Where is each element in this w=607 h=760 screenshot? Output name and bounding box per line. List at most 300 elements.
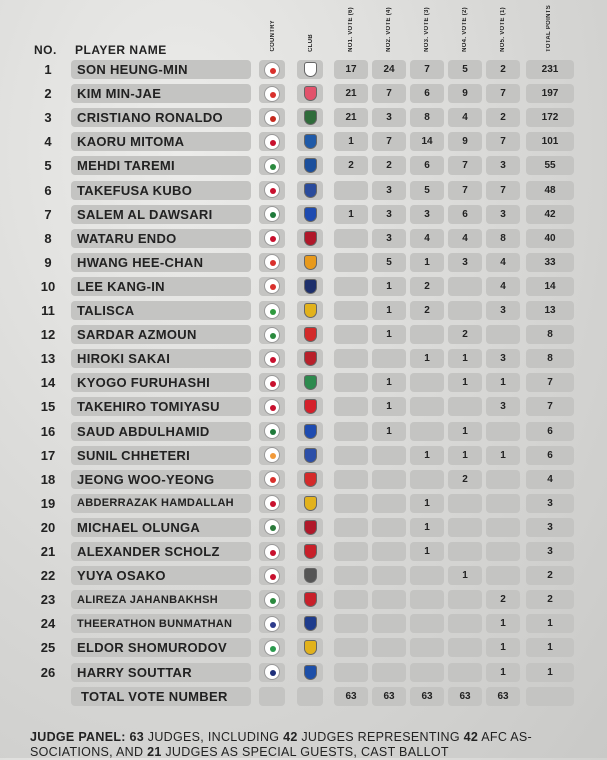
vote-4-count [448, 277, 482, 296]
vote-5-count: 3 [486, 301, 520, 320]
player-name: JEONG WOO-YEONG [71, 470, 251, 489]
total-points: 231 [526, 60, 574, 79]
club-cell [297, 253, 323, 272]
club-crest-icon [304, 303, 317, 318]
player-name: WATARU ENDO [71, 229, 251, 248]
table-row [0, 253, 607, 273]
vote-4-count: 7 [448, 156, 482, 175]
club-cell [297, 494, 323, 513]
vote-1-count [334, 301, 368, 320]
total-points: 7 [526, 397, 574, 416]
table-row [0, 470, 607, 490]
table-row [0, 663, 607, 683]
table-row [0, 156, 607, 176]
table-row [0, 542, 607, 562]
vote-3-count [410, 663, 444, 682]
vote-2-count [372, 349, 406, 368]
country-cell [259, 518, 285, 537]
footer-n2: 42 [283, 730, 298, 744]
vote-3-count: 5 [410, 181, 444, 200]
country-cell [259, 422, 285, 441]
vote-4-count [448, 494, 482, 513]
country-flag-icon [264, 182, 280, 198]
vote-4-count [448, 542, 482, 561]
total-points: 1 [526, 638, 574, 657]
total-points: 48 [526, 181, 574, 200]
club-crest-icon [304, 375, 317, 390]
header-vote-4: NO4. VOTE (2) [462, 7, 468, 52]
vote-3-count: 2 [410, 277, 444, 296]
club-cell [297, 132, 323, 151]
player-name: KYOGO FURUHASHI [71, 373, 251, 392]
club-cell [297, 422, 323, 441]
vote-2-count: 3 [372, 108, 406, 127]
vote-1-count [334, 446, 368, 465]
rank-number: 15 [40, 399, 56, 415]
club-crest-icon [304, 640, 317, 655]
vote-3-count: 1 [410, 518, 444, 537]
total-points: 2 [526, 590, 574, 609]
country-flag-icon [264, 110, 280, 126]
player-name: KIM MIN-JAE [71, 84, 251, 103]
player-name: TAKEFUSA KUBO [71, 181, 251, 200]
header-total-points: TOTAL POINTS [546, 5, 552, 52]
vote-1-count: 1 [334, 132, 368, 151]
total-points: 8 [526, 349, 574, 368]
table-row [0, 277, 607, 297]
header-club: CLUB [308, 34, 314, 52]
vote-1-count [334, 253, 368, 272]
player-name: THEERATHON BUNMATHAN [71, 614, 251, 633]
country-flag-icon [264, 640, 280, 656]
table-row [0, 446, 607, 466]
vote-5-count: 2 [486, 60, 520, 79]
header-vote-3: NO3. VOTE (3) [424, 7, 430, 52]
vote-1-count [334, 542, 368, 561]
club-cell [297, 590, 323, 609]
country-cell [259, 566, 285, 585]
club-crest-icon [304, 568, 317, 583]
vote-3-count: 7 [410, 60, 444, 79]
country-flag-icon [264, 495, 280, 511]
vote-5-count: 1 [486, 663, 520, 682]
footer-t2: JUDGES REPRESENTING [297, 730, 464, 744]
vote-5-count [486, 566, 520, 585]
vote-3-count [410, 422, 444, 441]
rank-number: 2 [44, 86, 52, 102]
country-flag-icon [264, 399, 280, 415]
header-vote-2: NO2. VOTE (4) [386, 7, 392, 52]
vote-1-count [334, 470, 368, 489]
total-vote-4: 63 [448, 687, 482, 706]
vote-2-count [372, 518, 406, 537]
table-row [0, 301, 607, 321]
table-row [0, 373, 607, 393]
vote-2-count [372, 638, 406, 657]
vote-1-count [334, 325, 368, 344]
club-cell [297, 638, 323, 657]
vote-2-count: 1 [372, 325, 406, 344]
vote-3-count [410, 397, 444, 416]
club-crest-icon [304, 544, 317, 559]
vote-5-count: 1 [486, 373, 520, 392]
vote-2-count [372, 566, 406, 585]
vote-4-count: 1 [448, 446, 482, 465]
total-country-cell [259, 687, 285, 706]
vote-2-count [372, 494, 406, 513]
vote-4-count: 4 [448, 108, 482, 127]
total-points: 3 [526, 518, 574, 537]
footer-n1: 63 [129, 730, 145, 744]
vote-5-count: 1 [486, 614, 520, 633]
vote-4-count: 6 [448, 205, 482, 224]
vote-4-count: 1 [448, 349, 482, 368]
vote-3-count [410, 373, 444, 392]
vote-1-count [334, 229, 368, 248]
vote-3-count: 1 [410, 446, 444, 465]
total-points: 1 [526, 614, 574, 633]
club-cell [297, 470, 323, 489]
rank-number: 18 [40, 471, 56, 487]
table-row [0, 132, 607, 152]
club-cell [297, 566, 323, 585]
vote-3-count [410, 638, 444, 657]
club-crest-icon [304, 616, 317, 631]
player-name: SALEM AL DAWSARI [71, 205, 251, 224]
country-flag-icon [264, 664, 280, 680]
country-cell [259, 84, 285, 103]
vote-1-count [334, 566, 368, 585]
country-flag-icon [264, 519, 280, 535]
club-cell [297, 614, 323, 633]
club-cell [297, 446, 323, 465]
country-cell [259, 132, 285, 151]
total-vote-1: 63 [334, 687, 368, 706]
club-crest-icon [304, 255, 317, 270]
rank-number: 4 [44, 134, 52, 150]
vote-5-count: 3 [486, 156, 520, 175]
player-name: HWANG HEE-CHAN [71, 253, 251, 272]
vote-2-count: 1 [372, 277, 406, 296]
country-flag-icon [264, 327, 280, 343]
country-flag-icon [264, 278, 280, 294]
rank-number: 10 [40, 278, 56, 294]
vote-4-count [448, 614, 482, 633]
vote-4-count [448, 301, 482, 320]
table-row [0, 518, 607, 538]
vote-5-count [486, 470, 520, 489]
club-cell [297, 301, 323, 320]
club-crest-icon [304, 207, 317, 222]
player-name: SUNIL CHHETERI [71, 446, 251, 465]
vote-5-count [486, 542, 520, 561]
total-vote-5: 63 [486, 687, 520, 706]
vote-2-count: 3 [372, 181, 406, 200]
total-points: 4 [526, 470, 574, 489]
vote-2-count: 2 [372, 156, 406, 175]
rank-number: 7 [44, 206, 52, 222]
vote-1-count [334, 663, 368, 682]
country-flag-icon [264, 375, 280, 391]
table-row [0, 494, 607, 514]
club-cell [297, 277, 323, 296]
vote-2-count: 3 [372, 205, 406, 224]
vote-3-count [410, 325, 444, 344]
club-crest-icon [304, 134, 317, 149]
club-cell [297, 108, 323, 127]
vote-3-count [410, 470, 444, 489]
vote-5-count: 4 [486, 253, 520, 272]
table-row [0, 325, 607, 345]
vote-5-count: 7 [486, 132, 520, 151]
vote-4-count: 3 [448, 253, 482, 272]
rank-number: 20 [40, 519, 56, 535]
vote-1-count [334, 181, 368, 200]
player-name: TALISCA [71, 301, 251, 320]
vote-5-count: 2 [486, 590, 520, 609]
rank-number: 22 [40, 568, 56, 584]
vote-3-count [410, 614, 444, 633]
vote-1-count: 1 [334, 205, 368, 224]
rank-number: 12 [40, 327, 56, 343]
country-cell [259, 108, 285, 127]
player-name: HIROKI SAKAI [71, 349, 251, 368]
vote-1-count [334, 518, 368, 537]
player-name: MEHDI TAREMI [71, 156, 251, 175]
footer-t3: AFC AS- [478, 730, 532, 744]
vote-5-count: 3 [486, 205, 520, 224]
total-points-cell [526, 687, 574, 706]
rank-number: 16 [40, 423, 56, 439]
country-cell [259, 638, 285, 657]
vote-5-count: 7 [486, 181, 520, 200]
total-points: 40 [526, 229, 574, 248]
vote-2-count: 1 [372, 422, 406, 441]
footer-lead: JUDGE PANEL: [30, 730, 130, 744]
table-header [0, 0, 607, 58]
country-cell [259, 470, 285, 489]
country-cell [259, 542, 285, 561]
table-row [0, 614, 607, 634]
vote-4-count: 2 [448, 470, 482, 489]
footer-line2a: SOCIATIONS, AND [30, 745, 148, 759]
club-cell [297, 663, 323, 682]
vote-1-count [334, 349, 368, 368]
header-no: NO. [34, 43, 57, 57]
country-cell [259, 325, 285, 344]
club-cell [297, 60, 323, 79]
rank-number: 17 [40, 447, 56, 463]
country-flag-icon [264, 230, 280, 246]
vote-5-count: 2 [486, 108, 520, 127]
country-cell [259, 614, 285, 633]
rank-number: 23 [40, 592, 56, 608]
player-name: ELDOR SHOMURODOV [71, 638, 251, 657]
rank-number: 3 [44, 110, 52, 126]
club-cell [297, 397, 323, 416]
player-name: ABDERRAZAK HAMDALLAH [71, 494, 251, 513]
vote-5-count: 1 [486, 446, 520, 465]
club-crest-icon [304, 86, 317, 101]
vote-5-count: 1 [486, 638, 520, 657]
total-points: 101 [526, 132, 574, 151]
country-cell [259, 590, 285, 609]
country-cell [259, 349, 285, 368]
player-name: ALIREZA JAHANBAKHSH [71, 590, 251, 609]
rank-number: 24 [40, 616, 56, 632]
footer-line2b: JUDGES AS SPECIAL GUESTS, CAST BALLOT [161, 745, 449, 759]
club-crest-icon [304, 62, 317, 77]
vote-2-count: 5 [372, 253, 406, 272]
country-cell [259, 494, 285, 513]
vote-1-count [334, 397, 368, 416]
rank-number: 6 [44, 182, 52, 198]
vote-3-count: 14 [410, 132, 444, 151]
total-points: 7 [526, 373, 574, 392]
table-row [0, 60, 607, 80]
vote-1-count [334, 277, 368, 296]
country-flag-icon [264, 303, 280, 319]
total-points: 3 [526, 494, 574, 513]
vote-4-count [448, 663, 482, 682]
vote-3-count [410, 590, 444, 609]
club-crest-icon [304, 448, 317, 463]
country-flag-icon [264, 592, 280, 608]
vote-2-count: 1 [372, 301, 406, 320]
vote-4-count: 2 [448, 325, 482, 344]
vote-3-count: 1 [410, 253, 444, 272]
vote-4-count: 5 [448, 60, 482, 79]
country-flag-icon [264, 86, 280, 102]
vote-2-count: 24 [372, 60, 406, 79]
vote-4-count [448, 590, 482, 609]
total-points: 6 [526, 446, 574, 465]
club-crest-icon [304, 279, 317, 294]
country-flag-icon [264, 447, 280, 463]
rank-number: 25 [40, 640, 56, 656]
country-cell [259, 373, 285, 392]
vote-1-count: 2 [334, 156, 368, 175]
club-crest-icon [304, 351, 317, 366]
player-name: SON HEUNG-MIN [71, 60, 251, 79]
country-cell [259, 156, 285, 175]
footer-n4: 21 [147, 745, 162, 759]
table-row [0, 84, 607, 104]
total-points: 55 [526, 156, 574, 175]
vote-5-count: 7 [486, 84, 520, 103]
vote-1-count: 17 [334, 60, 368, 79]
country-cell [259, 277, 285, 296]
rank-number: 21 [40, 544, 56, 559]
total-points: 8 [526, 325, 574, 344]
club-crest-icon [304, 665, 317, 680]
total-points: 6 [526, 422, 574, 441]
vote-2-count [372, 614, 406, 633]
total-label: TOTAL VOTE NUMBER [71, 687, 251, 706]
total-points: 42 [526, 205, 574, 224]
total-row [0, 687, 607, 707]
vote-4-count: 9 [448, 84, 482, 103]
vote-2-count: 7 [372, 84, 406, 103]
club-crest-icon [304, 158, 317, 173]
vote-5-count [486, 494, 520, 513]
country-cell [259, 301, 285, 320]
vote-2-count: 7 [372, 132, 406, 151]
total-points: 172 [526, 108, 574, 127]
vote-1-count: 21 [334, 84, 368, 103]
vote-2-count: 1 [372, 397, 406, 416]
club-crest-icon [304, 496, 317, 511]
vote-5-count [486, 325, 520, 344]
club-crest-icon [304, 110, 317, 125]
club-cell [297, 84, 323, 103]
rank-number: 14 [40, 375, 56, 391]
rank-number: 8 [44, 230, 52, 246]
country-cell [259, 229, 285, 248]
club-cell [297, 229, 323, 248]
club-cell [297, 518, 323, 537]
club-cell [297, 156, 323, 175]
club-cell [297, 205, 323, 224]
player-name: SAUD ABDULHAMID [71, 422, 251, 441]
club-crest-icon [304, 592, 317, 607]
table-row [0, 349, 607, 369]
total-vote-3: 63 [410, 687, 444, 706]
country-cell [259, 663, 285, 682]
club-crest-icon [304, 183, 317, 198]
player-name: SARDAR AZMOUN [71, 325, 251, 344]
rank-number: 9 [44, 254, 52, 270]
vote-4-count: 1 [448, 373, 482, 392]
vote-4-count [448, 638, 482, 657]
vote-1-count [334, 638, 368, 657]
total-points: 2 [526, 566, 574, 585]
vote-3-count: 6 [410, 156, 444, 175]
country-flag-icon [264, 158, 280, 174]
club-crest-icon [304, 424, 317, 439]
vote-4-count: 4 [448, 229, 482, 248]
country-flag-icon [264, 616, 280, 632]
player-name: YUYA OSAKO [71, 566, 251, 585]
judge-panel-note [30, 730, 590, 760]
club-crest-icon [304, 520, 317, 535]
vote-3-count: 6 [410, 84, 444, 103]
country-cell [259, 446, 285, 465]
total-points: 1 [526, 663, 574, 682]
rank-number: 13 [40, 351, 56, 367]
header-country: COUNTRY [270, 20, 276, 52]
table-row [0, 422, 607, 442]
club-cell [297, 349, 323, 368]
vote-2-count: 3 [372, 229, 406, 248]
vote-4-count [448, 518, 482, 537]
vote-3-count: 2 [410, 301, 444, 320]
vote-3-count: 1 [410, 349, 444, 368]
total-points: 197 [526, 84, 574, 103]
vote-3-count: 1 [410, 542, 444, 561]
vote-3-count [410, 566, 444, 585]
footer-n3: 42 [463, 730, 479, 744]
vote-3-count: 8 [410, 108, 444, 127]
club-cell [297, 325, 323, 344]
vote-5-count: 8 [486, 229, 520, 248]
table-row [0, 229, 607, 249]
vote-3-count: 1 [410, 494, 444, 513]
vote-5-count [486, 518, 520, 537]
country-flag-icon [264, 206, 280, 222]
country-flag-icon [264, 351, 280, 367]
country-cell [259, 205, 285, 224]
